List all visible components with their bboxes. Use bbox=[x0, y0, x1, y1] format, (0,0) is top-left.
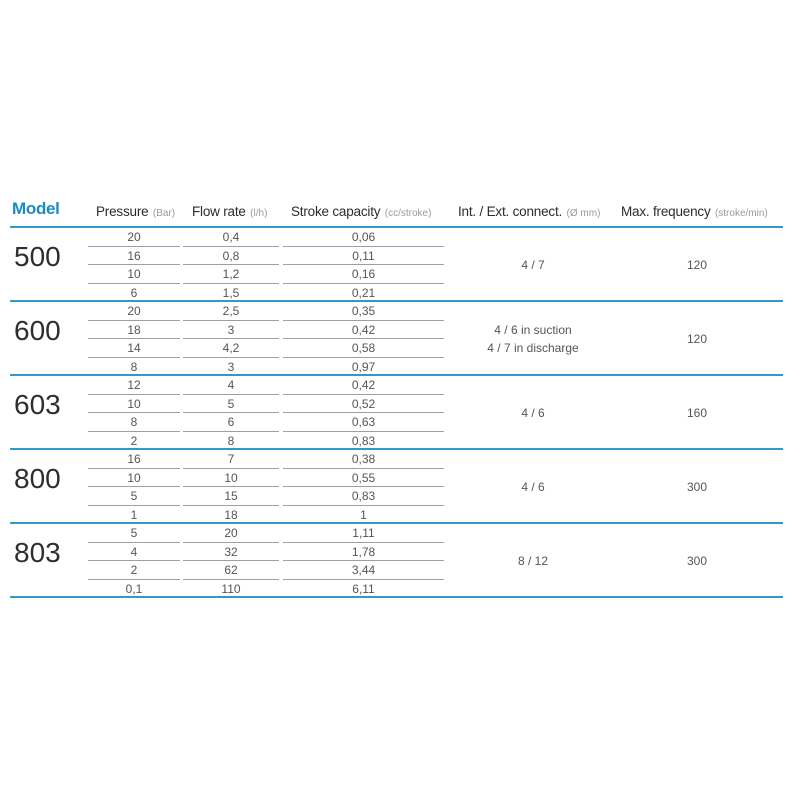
pressure-cell: 6 bbox=[130, 285, 138, 300]
pressure-cell: 16 bbox=[127, 248, 141, 263]
stroke-capacity-cell: 1 bbox=[360, 507, 367, 522]
connect-header bbox=[458, 202, 600, 222]
stroke-capacity-cell: 0,35 bbox=[351, 304, 376, 318]
pressure-cell: 10 bbox=[127, 396, 141, 411]
pressure-cell: 16 bbox=[127, 452, 141, 466]
pressure-cell: 18 bbox=[127, 322, 141, 337]
pressure-cell: 14 bbox=[127, 341, 141, 355]
model-row-500 bbox=[0, 228, 800, 302]
stroke-capacity-cell: 0,16 bbox=[351, 267, 376, 281]
flow-rate-cell: 62 bbox=[224, 563, 238, 577]
max-frequency-header-unit: (stroke/min) bbox=[714, 208, 768, 219]
stroke-capacity-cell: 1,78 bbox=[351, 544, 376, 559]
connect-line: 4 / 7 bbox=[521, 258, 545, 272]
model-header: Model bbox=[12, 199, 60, 218]
max-frequency-cell: 120 bbox=[686, 332, 708, 346]
flow-rate-cell: 4 bbox=[227, 378, 235, 392]
max-frequency-cell: 160 bbox=[686, 406, 708, 420]
model-row-800 bbox=[0, 450, 800, 524]
pressure-cell: 2 bbox=[130, 433, 138, 448]
flow-rate-cell: 4,2 bbox=[222, 341, 240, 355]
flow-rate-cell: 0,4 bbox=[222, 230, 240, 244]
stroke-capacity-cell: 0,42 bbox=[351, 378, 376, 392]
connect-line: 4 / 6 in suction bbox=[494, 323, 572, 337]
flow-rate-cell: 7 bbox=[227, 452, 235, 466]
model-name: 800 bbox=[14, 463, 61, 494]
model-name: 603 bbox=[14, 389, 61, 420]
pressure-cell: 12 bbox=[127, 378, 141, 392]
pressure-cell: 2 bbox=[130, 563, 138, 577]
stroke-capacity-cell: 3,44 bbox=[351, 563, 376, 577]
flow-rate-cell: 15 bbox=[224, 489, 238, 503]
connect-cell bbox=[448, 321, 618, 357]
model-name: 600 bbox=[14, 315, 61, 346]
max-frequency-cell: 120 bbox=[686, 258, 708, 272]
pressure-cell: 5 bbox=[130, 526, 138, 540]
flow-rate-header-unit: (l/h) bbox=[250, 208, 268, 219]
connect-cell bbox=[448, 404, 618, 422]
stroke-capacity-header-label: Stroke capacity bbox=[291, 204, 381, 219]
pressure-cell: 8 bbox=[130, 359, 138, 374]
flow-rate-header-label: Flow rate bbox=[192, 204, 246, 219]
flow-rate-cell: 110 bbox=[221, 581, 241, 596]
model-divider bbox=[10, 596, 783, 598]
pressure-cell: 20 bbox=[127, 304, 141, 318]
flow-rate-cell: 0,8 bbox=[222, 248, 240, 263]
stroke-capacity-cell: 0,11 bbox=[352, 248, 375, 263]
pressure-cell: 1 bbox=[130, 507, 138, 522]
pressure-cell: 5 bbox=[130, 489, 138, 503]
connect-line: 4 / 6 bbox=[521, 480, 545, 494]
flow-rate-cell: 20 bbox=[224, 526, 238, 540]
flow-rate-cell: 3 bbox=[227, 359, 235, 374]
connect-header-label: Int. / Ext. connect. bbox=[458, 204, 563, 219]
model-row-600 bbox=[0, 302, 800, 376]
connect-line: 4 / 7 in discharge bbox=[487, 341, 579, 355]
pressure-cell: 8 bbox=[130, 415, 138, 429]
connect-cell bbox=[448, 256, 618, 274]
pressure-cell: 4 bbox=[130, 544, 138, 559]
pressure-header bbox=[96, 202, 175, 222]
stroke-capacity-cell: 0,58 bbox=[351, 341, 376, 355]
flow-rate-cell: 8 bbox=[227, 433, 235, 448]
pressure-cell: 10 bbox=[127, 267, 141, 281]
stroke-capacity-cell: 0,38 bbox=[351, 452, 376, 466]
connect-line: 8 / 12 bbox=[517, 554, 549, 568]
stroke-capacity-cell: 0,52 bbox=[351, 396, 376, 411]
max-frequency-header bbox=[621, 202, 768, 222]
connect-cell bbox=[448, 478, 618, 496]
flow-rate-cell: 1,5 bbox=[222, 285, 240, 300]
model-name: 500 bbox=[14, 241, 61, 272]
pressure-cell: 20 bbox=[127, 230, 141, 244]
pressure-cell: 10 bbox=[127, 470, 141, 485]
flow-rate-cell: 18 bbox=[224, 507, 238, 522]
flow-rate-cell: 1,2 bbox=[222, 267, 240, 281]
max-frequency-header-label: Max. frequency bbox=[621, 204, 711, 219]
stroke-capacity-cell: 0,63 bbox=[351, 415, 376, 429]
connect-line: 4 / 6 bbox=[521, 406, 545, 420]
pressure-cell: 0,1 bbox=[125, 581, 143, 596]
stroke-capacity-cell: 0,83 bbox=[351, 489, 376, 503]
flow-rate-cell: 5 bbox=[227, 396, 235, 411]
stroke-capacity-header-unit: (cc/stroke) bbox=[384, 208, 432, 219]
stroke-capacity-cell: 0,83 bbox=[351, 433, 376, 448]
stroke-capacity-cell: 0,21 bbox=[351, 285, 376, 300]
pressure-header-unit: (Bar) bbox=[152, 208, 176, 219]
flow-rate-cell: 2,5 bbox=[222, 304, 240, 318]
stroke-capacity-cell: 6,11 bbox=[352, 581, 375, 596]
flow-rate-cell: 10 bbox=[224, 470, 238, 485]
max-frequency-cell: 300 bbox=[686, 480, 708, 494]
flow-rate-cell: 32 bbox=[224, 544, 238, 559]
connect-header-unit: (Ø mm) bbox=[566, 208, 601, 219]
pressure-header-label: Pressure bbox=[96, 204, 149, 219]
connect-cell bbox=[448, 552, 618, 570]
stroke-capacity-cell: 1,11 bbox=[352, 526, 375, 540]
max-frequency-cell: 300 bbox=[686, 554, 708, 568]
flow-rate-cell: 6 bbox=[227, 415, 235, 429]
stroke-capacity-cell: 0,42 bbox=[351, 322, 376, 337]
model-row-803 bbox=[0, 524, 800, 598]
stroke-capacity-cell: 0,06 bbox=[351, 230, 376, 244]
model-name: 803 bbox=[14, 537, 61, 568]
flow-rate-cell: 3 bbox=[227, 322, 235, 337]
model-row-603 bbox=[0, 376, 800, 450]
stroke-capacity-cell: 0,55 bbox=[351, 470, 376, 485]
stroke-capacity-cell: 0,97 bbox=[351, 359, 376, 374]
flow-rate-header bbox=[192, 202, 267, 222]
stroke-capacity-header bbox=[291, 202, 431, 222]
